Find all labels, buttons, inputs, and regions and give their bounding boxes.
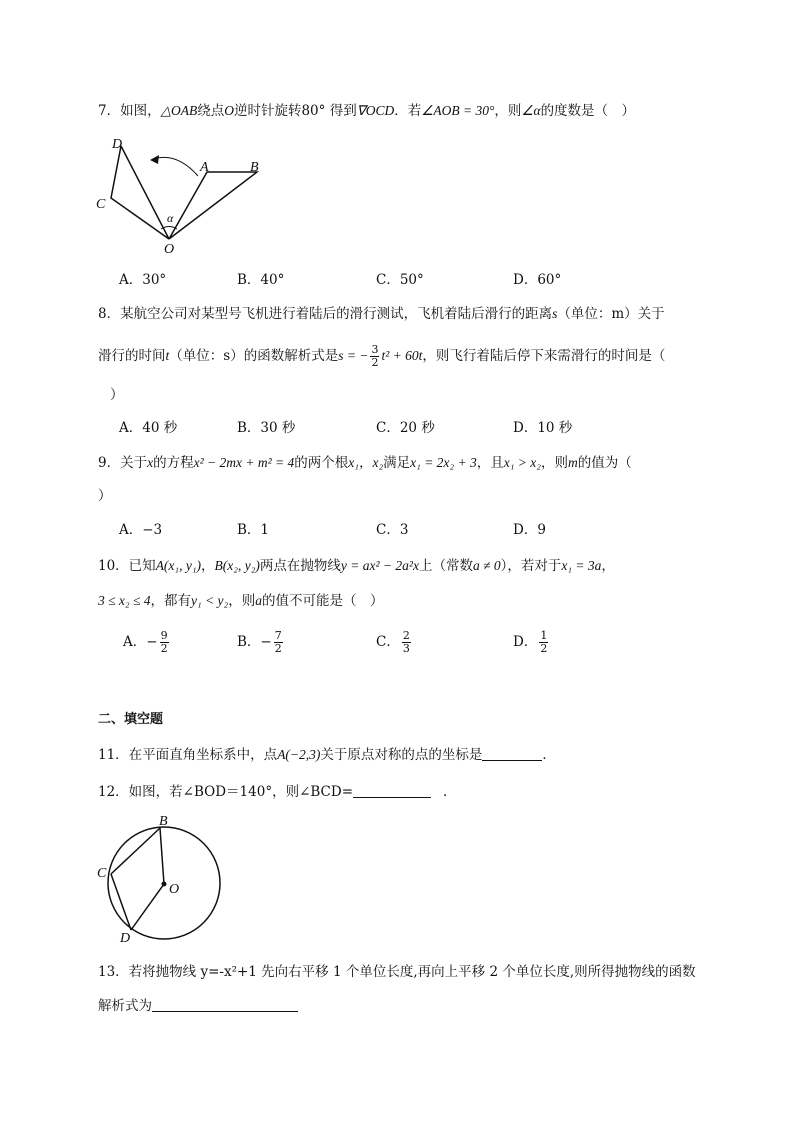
q8-option-c[interactable]: C．20 秒 <box>376 420 435 436</box>
q7-option-d[interactable]: D．60° <box>513 272 562 288</box>
label-B: B <box>159 814 168 829</box>
q11-answer-blank[interactable] <box>482 746 542 761</box>
rotation-arrow-head <box>150 155 159 164</box>
label-D: D <box>112 137 123 152</box>
q13-stem-line1: 13．若将抛物线 y=-x²+1 先向右平移 1 个单位长度,再向上平移 2 个单位长度,则所得抛物线的函数 <box>98 964 696 980</box>
center-point <box>162 882 167 887</box>
q8-fraction: $\frac{3}{2}$ <box>371 343 379 369</box>
q7-option-c[interactable]: C．50° <box>376 272 424 288</box>
q13-answer-blank[interactable] <box>152 997 298 1012</box>
q7-stem: 7．如图，△OAB绕点O逆时针旋转80° 得到∇OCD．若∠AOB = 30°，则∠α的度数是（ ） <box>98 103 636 119</box>
q8-option-a[interactable]: A．40 秒 <box>119 420 178 436</box>
q8-option-b[interactable]: B．30 秒 <box>237 420 296 436</box>
q8-stem-line2: 滑行的时间t（单位：s）的函数解析式是s = − $\frac{3}{2}$ t² + 60t，则飞行着陆后停下来需滑行的时间是（ <box>98 343 666 369</box>
q12-stem: 12．如图，若∠BOD＝140°，则∠BCD= ． <box>98 784 457 800</box>
q10-stem-line2: 3 ≤ x₂ ≤ 4，都有y₁ < y₂，则a的值不可能是（ ） <box>98 593 384 609</box>
section-heading: 二、填空题 <box>98 712 164 727</box>
q8-stem-line3: ） <box>110 387 124 403</box>
q10-option-d[interactable]: D． $\frac{1}{2}$ <box>513 629 548 655</box>
q10-option-a[interactable]: A．− $\frac{9}{2}$ <box>123 629 168 655</box>
q9-stem-line1: 9．关于x的方程x² − 2mx + m² = 4的两个根x₁，x₂满足x₁ = 2x₂ + 3，且x₁ > x₂，则m的值为（ <box>98 455 632 471</box>
q7-option-a[interactable]: A．30° <box>119 272 167 288</box>
q12-answer-blank[interactable] <box>353 783 431 798</box>
label-D: D <box>120 931 131 942</box>
q7-option-b[interactable]: B．40° <box>237 272 285 288</box>
q9-option-b[interactable]: B．1 <box>237 522 270 538</box>
q7-figure <box>92 132 282 262</box>
q13-stem-line2: 解析式为 <box>98 996 298 1016</box>
q12-figure <box>94 812 224 942</box>
label-C: C <box>96 197 106 212</box>
q9-option-d[interactable]: D．9 <box>513 522 546 538</box>
label-C: C <box>97 866 107 881</box>
label-O: O <box>164 242 175 257</box>
q9-option-a[interactable]: A．−3 <box>119 522 163 538</box>
label-O: O <box>169 882 180 897</box>
q9-option-c[interactable]: C．3 <box>376 522 409 538</box>
q11-stem: 11．在平面直角坐标系中，点A(−2,3)关于原点对称的点的坐标是 ． <box>98 747 556 763</box>
q8-option-d[interactable]: D．10 秒 <box>513 420 573 436</box>
q10-option-c[interactable]: C． $\frac{2}{3}$ <box>376 629 410 655</box>
q8-stem-line1: 8．某航空公司对某型号飞机进行着陆后的滑行测试，飞机着陆后滑行的距离s（单位：m）关于 <box>98 306 665 322</box>
label-B: B <box>250 160 259 175</box>
q10-stem-line1: 10．已知A(x₁, y₁)，B(x₂, y₂)两点在抛物线y = ax² − 2a²x上（常数a ≠ 0），若对于x₁ = 3a， <box>98 558 615 574</box>
label-alpha: α <box>167 211 174 225</box>
label-A: A <box>200 160 209 175</box>
q10-option-b[interactable]: B．− $\frac{7}{2}$ <box>237 629 282 655</box>
q9-stem-line2: ） <box>98 488 112 504</box>
